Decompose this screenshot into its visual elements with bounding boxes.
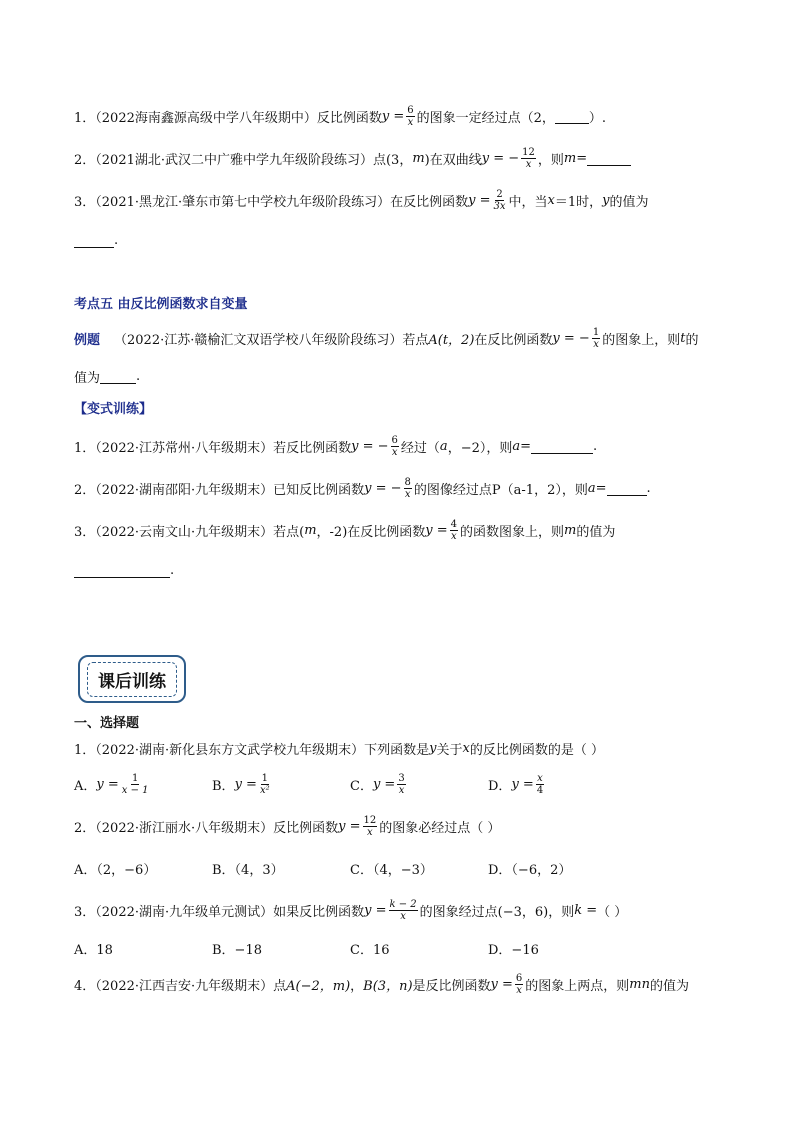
h2-text: 2．（2022·浙江丽水·八年级期末）反比例函数 <box>74 820 339 836</box>
v2-eq: = <box>595 480 607 496</box>
section-multiple-choice: 一、选择题 <box>74 716 140 731</box>
example-text: （2022·江苏·赣榆汇文双语学校八年级阶段练习）若点 <box>114 332 429 348</box>
h4-mid: 是反比例函数 <box>412 978 491 994</box>
q2-eq: = <box>576 150 588 166</box>
q3-x: x <box>547 192 555 208</box>
question-2 <box>74 146 631 170</box>
h1-choices <box>74 770 626 798</box>
h2-fraction: $\frac{12}{x}$ <box>363 814 377 838</box>
h4-point-b: B(3，n) <box>363 978 413 994</box>
variant-3-line2 <box>74 558 174 582</box>
v3-m2: m <box>564 522 577 538</box>
q3-y2: y <box>602 192 610 208</box>
h3-y: y = <box>364 902 387 918</box>
v2-post: 的图像经过点 <box>413 482 492 498</box>
h4-text: 4．（2022·江西吉安·九年级期末）点 <box>74 978 287 994</box>
homework-title: 课后训练 <box>87 662 177 697</box>
v1-fraction: $\frac{6}{x}$ <box>391 434 398 458</box>
example-label: 例题 <box>74 332 101 348</box>
h4-y: y = <box>490 976 513 992</box>
h1-choice-c[interactable]: C． y = $\frac{3}{x}$ <box>350 772 405 796</box>
h3-choice-a[interactable]: A．18 <box>74 942 113 958</box>
q2-text: 2．（2021湖北·武汉二中广雅中学九年级阶段练习）点(3， <box>74 152 413 168</box>
q2-fraction: $\frac{12}{x}$ <box>522 146 535 170</box>
h1-x: x <box>462 740 470 756</box>
h1-mid: 关于 <box>436 742 463 758</box>
example-post: 的图象上，则 <box>602 332 681 348</box>
v3-fraction: $\frac{4}{x}$ <box>450 518 458 542</box>
v3-post: 的函数图象上，则 <box>460 524 565 540</box>
q2-mid: )在双曲线 <box>424 152 482 168</box>
h2-choices <box>74 854 626 882</box>
variant-3 <box>74 518 615 542</box>
topic-5-heading: 考点五 由反比例函数求自变量 <box>74 297 248 312</box>
v3-mid: ，-2)在反比例函数 <box>316 524 426 540</box>
h3-end: （ ） <box>597 904 628 920</box>
homework-question-4 <box>74 972 689 996</box>
example-mid: 在反比例函数 <box>474 332 553 348</box>
v1-a: a <box>439 438 448 454</box>
example-t: t <box>680 330 686 346</box>
h1-choice-b[interactable]: B． y = $\frac{1}{\text{x²}}$ <box>212 772 270 796</box>
q1-end: ）. <box>588 110 607 126</box>
q3-end: . <box>114 232 119 248</box>
example-line2-text: 值为 <box>74 370 101 386</box>
q3-text: 3．（2021·黑龙江·肇东市第七中学校九年级阶段练习）在反比例函数 <box>74 194 469 210</box>
q1-fraction: $\frac{6}{x}$ <box>407 104 414 128</box>
h1-choice-a[interactable]: A． y = $\frac{1}{x - 1}$ <box>74 772 149 796</box>
homework-question-2 <box>74 814 500 838</box>
variant-1 <box>74 434 597 458</box>
v2-text: 2．（2022·湖南邵阳·九年级期末）已知反比例函数 <box>74 482 365 498</box>
q3-y: y = <box>468 192 491 208</box>
v1-y: y = − <box>351 438 389 454</box>
example-y: y = − <box>552 330 590 346</box>
q2-answer-blank[interactable] <box>587 151 631 166</box>
q2-post: ，则 <box>537 152 564 168</box>
h3-choice-c[interactable]: C．16 <box>350 942 390 958</box>
q1-y: y = <box>381 108 405 124</box>
v3-y: y = <box>425 522 448 538</box>
v3-m: m <box>304 522 317 538</box>
example-line2 <box>74 364 140 388</box>
question-3-line2 <box>74 228 118 252</box>
h2-choice-c[interactable]: C．（4，−3） <box>350 862 433 878</box>
v2-point: P（a-1，2），则 <box>491 482 588 498</box>
q2-m: m <box>412 150 425 166</box>
h1-post: 的反比例函数的是（ ） <box>469 742 604 758</box>
q3-answer-blank[interactable] <box>74 233 114 248</box>
h2-y: y = <box>338 818 361 834</box>
h4-fraction: $\frac{6}{x}$ <box>515 972 523 996</box>
h4-mn: mn <box>629 976 650 992</box>
q3-cond: ＝1时， <box>554 194 603 210</box>
homework-question-3 <box>74 898 627 922</box>
h3-post: 的图象经过点(−3，6)，则 <box>419 904 575 920</box>
h2-choice-d[interactable]: D．（−6，2） <box>488 862 572 878</box>
v3-answer-blank[interactable] <box>74 563 170 578</box>
v2-a: a <box>587 480 596 496</box>
h4-sep: ， <box>350 978 364 994</box>
example-question <box>74 326 698 350</box>
variant-2 <box>74 476 651 500</box>
v3-end: . <box>170 562 175 578</box>
v3-tail: 的值为 <box>576 524 616 540</box>
homework-title-box <box>78 655 186 703</box>
v1-post: 经过（ <box>400 440 440 456</box>
q1-answer-blank[interactable] <box>555 109 589 124</box>
v1-end: . <box>593 438 598 454</box>
homework-question-1 <box>74 736 604 760</box>
v1-mid: ，−2），则 <box>447 440 513 456</box>
h3-choice-d[interactable]: D．−16 <box>488 942 539 958</box>
v1-a2: a <box>512 438 521 454</box>
h3-choice-b[interactable]: B．−18 <box>212 942 262 958</box>
q1-text: 1．（2022海南鑫源高级中学八年级期中）反比例函数 <box>74 110 382 126</box>
v2-answer-blank[interactable] <box>607 481 647 496</box>
h1-text: 1．（2022·湖南·新化县东方文武学校九年级期末）下列函数是 <box>74 742 430 758</box>
h2-choice-a[interactable]: A．（2，−6） <box>74 862 157 878</box>
h3-fraction: $\frac{k - 2}{x}$ <box>389 898 417 922</box>
h3-choices <box>74 934 626 962</box>
v1-eq: = <box>520 438 532 454</box>
q3-tail: 的值为 <box>609 194 649 210</box>
v1-text: 1．（2022·江苏常州·八年级期末）若反比例函数 <box>74 440 352 456</box>
h1-choice-d[interactable]: D． y = $\frac{x}{4}$ <box>488 772 544 796</box>
example-answer-blank[interactable] <box>100 369 136 384</box>
q1-post: 的图象一定经过点（2， <box>416 110 555 126</box>
q3-post: 中，当 <box>508 194 548 210</box>
h3-k: k = <box>574 902 598 918</box>
h3-text: 3．（2022·湖南·九年级单元测试）如果反比例函数 <box>74 904 365 920</box>
q3-fraction: $\frac{2}{3x}$ <box>493 188 506 212</box>
v2-y: y = − <box>364 480 402 496</box>
v2-fraction: $\frac{8}{x}$ <box>404 476 411 500</box>
h4-tail: 的值为 <box>650 978 690 994</box>
v1-answer-blank[interactable] <box>531 439 593 454</box>
h2-post: 的图象必经过点（ ） <box>379 820 501 836</box>
example-end: . <box>136 368 141 384</box>
v3-text: 3．（2022·云南文山·九年级期末）若点( <box>74 524 305 540</box>
q2-m2: m <box>563 150 577 166</box>
h2-choice-b[interactable]: B．（4，3） <box>212 862 284 878</box>
h1-y: y <box>429 740 437 756</box>
example-point: A(t，2) <box>428 332 475 348</box>
example-tail: 的 <box>685 332 699 348</box>
question-3 <box>74 188 649 212</box>
h4-post: 的图象上两点，则 <box>525 978 630 994</box>
bianshi-heading: 【变式训练】 <box>74 402 153 417</box>
example-fraction: $\frac{1}{x}$ <box>592 326 600 350</box>
q2-y: y = − <box>481 150 520 166</box>
h4-point-a: A(−2，m) <box>286 978 351 994</box>
v2-end: . <box>646 480 651 496</box>
question-1 <box>74 104 606 128</box>
